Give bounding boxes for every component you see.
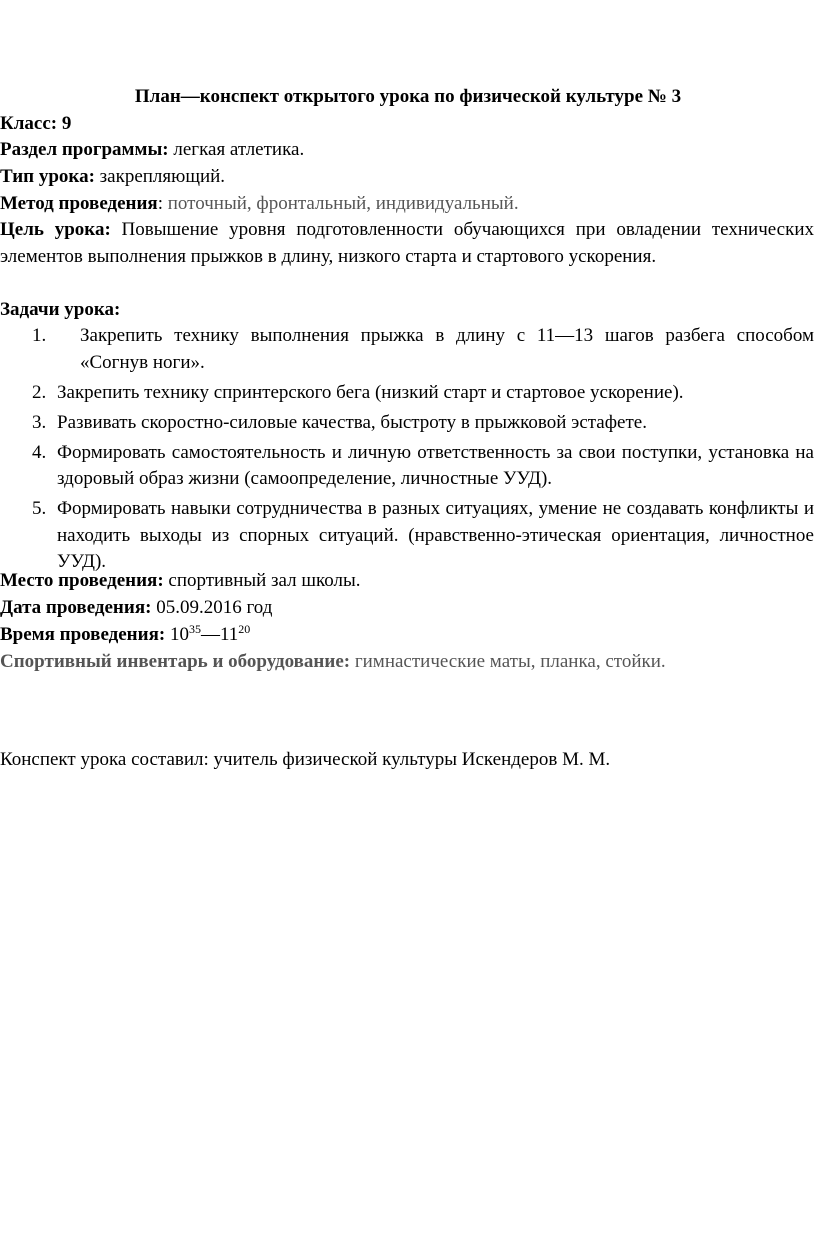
list-item <box>0 496 814 576</box>
method-value: поточный, фронтальный, индивидуальный. <box>163 193 519 214</box>
list-item-text: Формировать навыки сотрудничества в разных ситуациях, умение не создавать конфликты и находить выходы из спорных ситуаций. (нравственно-этическая ориентация, личностное УУД). <box>57 498 814 572</box>
list-item-text: Формировать самостоятельность и личную ответственность за свои поступки, установка на здоровый образ жизни (самоопределение, личностные УУД). <box>57 441 814 489</box>
time-start: 10 <box>169 624 189 645</box>
section-label: Раздел программы: <box>0 139 169 160</box>
list-item <box>0 410 814 437</box>
place-label: Место проведения: <box>0 570 164 591</box>
method-colon: : <box>157 193 163 214</box>
list-item <box>0 440 814 493</box>
list-item-text: Закрепить технику спринтерского бега (низкий старт и стартовое ускорение). <box>57 381 684 403</box>
type-line <box>0 164 814 190</box>
equipment-label: Спортивный инвентарь и оборудование: <box>0 651 351 672</box>
tasks-heading: Задачи урока: <box>0 299 121 320</box>
class-line: Класс: 9 <box>0 113 72 134</box>
type-value: закрепляющий. <box>94 166 226 187</box>
place-value: спортивный зал школы. <box>163 570 361 591</box>
list-item-number: 5. <box>32 498 47 519</box>
list-item-number: 3. <box>32 411 47 433</box>
goal-label: Цель урока: <box>0 219 111 240</box>
goal-paragraph <box>0 217 814 270</box>
type-label: Тип урока: <box>0 166 95 187</box>
place-line <box>0 568 814 594</box>
list-item-number: 1. <box>32 325 47 346</box>
equipment-line <box>0 649 814 675</box>
date-label: Дата проведения: <box>0 597 152 618</box>
time-dash: — <box>200 624 220 645</box>
time-start-minutes: 35 <box>188 622 201 636</box>
method-line <box>0 191 814 217</box>
list-item-number: 2. <box>32 381 47 403</box>
time-end: 11 <box>219 624 239 645</box>
equipment-value: гимнастические маты, планка, стойки. <box>350 651 666 672</box>
time-line <box>0 622 814 648</box>
time-end-minutes: 20 <box>238 622 251 636</box>
tasks-list <box>0 323 814 579</box>
document-title: План—конспект открытого урока по физической культуре № 3 <box>134 86 682 107</box>
section-line <box>0 137 814 163</box>
date-value: 05.09.2016 год <box>151 597 273 618</box>
list-item-number: 4. <box>32 441 47 463</box>
date-line <box>0 595 814 621</box>
time-label: Время проведения: <box>0 624 166 645</box>
section-value: легкая атлетика. <box>168 139 305 160</box>
list-item-text: Закрепить технику выполнения прыжка в длину с 11—13 шагов разбега способом «Согнув ноги». <box>80 325 814 373</box>
method-label: Метод проведения <box>0 193 158 214</box>
goal-value: Повышение уровня подготовленности обучающихся при овладении технических элементов выполнения прыжков в длину, низкого старта и стартового ускорения. <box>0 219 814 267</box>
list-item-text: Развивать скоростно-силовые качества, быстроту в прыжковой эстафете. <box>57 411 647 433</box>
list-item <box>0 323 814 376</box>
author-line: Конспект урока составил: учитель физической культуры Искендеров М. М. <box>0 749 611 770</box>
list-item <box>0 380 814 407</box>
